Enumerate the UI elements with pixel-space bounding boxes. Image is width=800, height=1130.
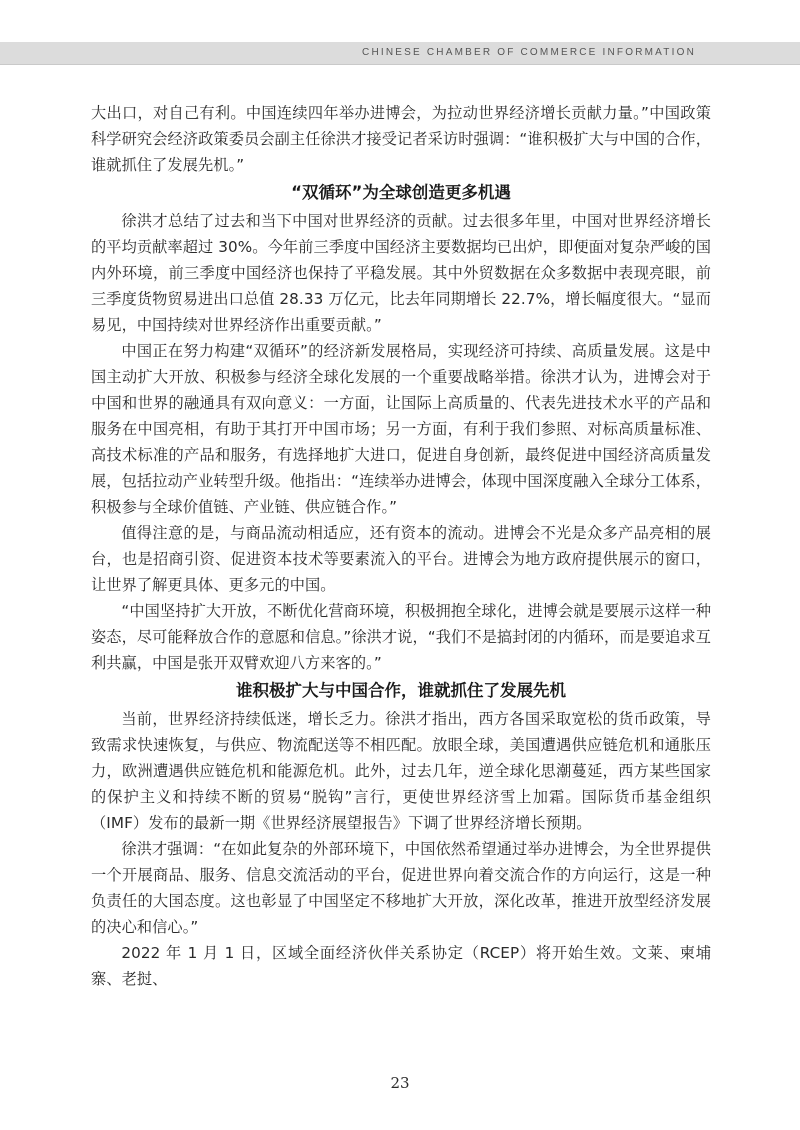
body-paragraph: 当前，世界经济持续低迷，增长乏力。徐洪才指出，西方各国采取宽松的货币政策，导致需求快速恢复，与供应、物流配送等不相匹配。放眼全球，美国遭遇供应链危机和通胀压力，欧洲遭遇供应链危机和能源危机。此外，过去几年，逆全球化思潮蔓延，西方某些国家的保护主义和持续不断的贸易“脱钩”言行，更使世界经济雪上加霜。国际货币基金组织（IMF）发布的最新一期《世界经济展望报告》下调了世界经济增长预期。	[91, 710, 711, 832]
page-number: 23	[390, 1074, 410, 1092]
running-header-title: CHINESE CHAMBER OF COMMERCE INFORMATION	[362, 47, 696, 58]
body-paragraph: 徐洪才总结了过去和当下中国对世界经济的贡献。过去很多年里，中国对世界经济增长的平均贡献率超过 30%。今年前三季度中国经济主要数据均已出炉，即便面对复杂严峻的国内外环境，前三季度中国经济也保持了平稳发展。其中外贸数据在众多数据中表现亮眼，前三季度货物贸易进出口总值 28.33 万亿元，比去年同期增长 22.7%，增长幅度很大。“显而易见，中国持续对世界经济作出重要贡献。”	[91, 212, 711, 334]
article-body	[91, 100, 711, 992]
body-paragraph: “中国坚持扩大开放，不断优化营商环境，积极拥抱全球化，进博会就是要展示这样一种姿态，尽可能释放合作的意愿和信息。”徐洪才说，“我们不是搞封闭的内循环，而是要追求互利共赢，中国是张开双臂欢迎八方来客的。”	[91, 602, 711, 672]
section-heading-dual-circulation: “双循环”为全球创造更多机遇	[291, 183, 511, 202]
body-paragraph: 值得注意的是，与商品流动相适应，还有资本的流动。进博会不光是众多产品亮相的展台，也是招商引资、促进资本技术等要素流入的平台。进博会为地方政府提供展示的窗口，让世界了解更具体、更多元的中国。	[91, 524, 711, 594]
running-header-band	[0, 42, 800, 65]
body-paragraph: 中国正在努力构建“双循环”的经济新发展格局，实现经济可持续、高质量发展。这是中国主动扩大开放、积极参与经济全球化发展的一个重要战略举措。徐洪才认为，进博会对于中国和世界的融通具有双向意义：一方面，让国际上高质量的、代表先进技术水平的产品和服务在中国亮相，有助于其打开中国市场；另一方面，有利于我们参照、对标高质量标准、高技术标准的产品和服务，有选择地扩大进口，促进自身创新，最终促进中国经济高质量发展，包括拉动产业转型升级。他指出：“连续举办进博会，体现中国深度融入全球分工体系，积极参与全球价值链、产业链、供应链合作。”	[91, 342, 711, 516]
body-paragraph: 徐洪才强调：“在如此复杂的外部环境下，中国依然希望通过举办进博会，为全世界提供一个开展商品、服务、信息交流活动的平台，促进世界向着交流合作的方向运行，这是一种负责任的大国态度。这也彰显了中国坚定不移地扩大开放，深化改革，推进开放型经济发展的决心和信心。”	[91, 840, 711, 936]
body-paragraph: 2022 年 1 月 1 日，区域全面经济伙伴关系协定（RCEP）将开始生效。文莱、柬埔寨、老挝、	[91, 944, 711, 988]
intro-paragraph: 大出口，对自己有利。中国连续四年举办进博会，为拉动世界经济增长贡献力量。”中国政策科学研究会经济政策委员会副主任徐洪才接受记者采访时强调：“谁积极扩大与中国的合作，谁就抓住了发展先机。”	[91, 104, 711, 174]
section-heading-cooperation: 谁积极扩大与中国合作，谁就抓住了发展先机	[236, 681, 566, 700]
